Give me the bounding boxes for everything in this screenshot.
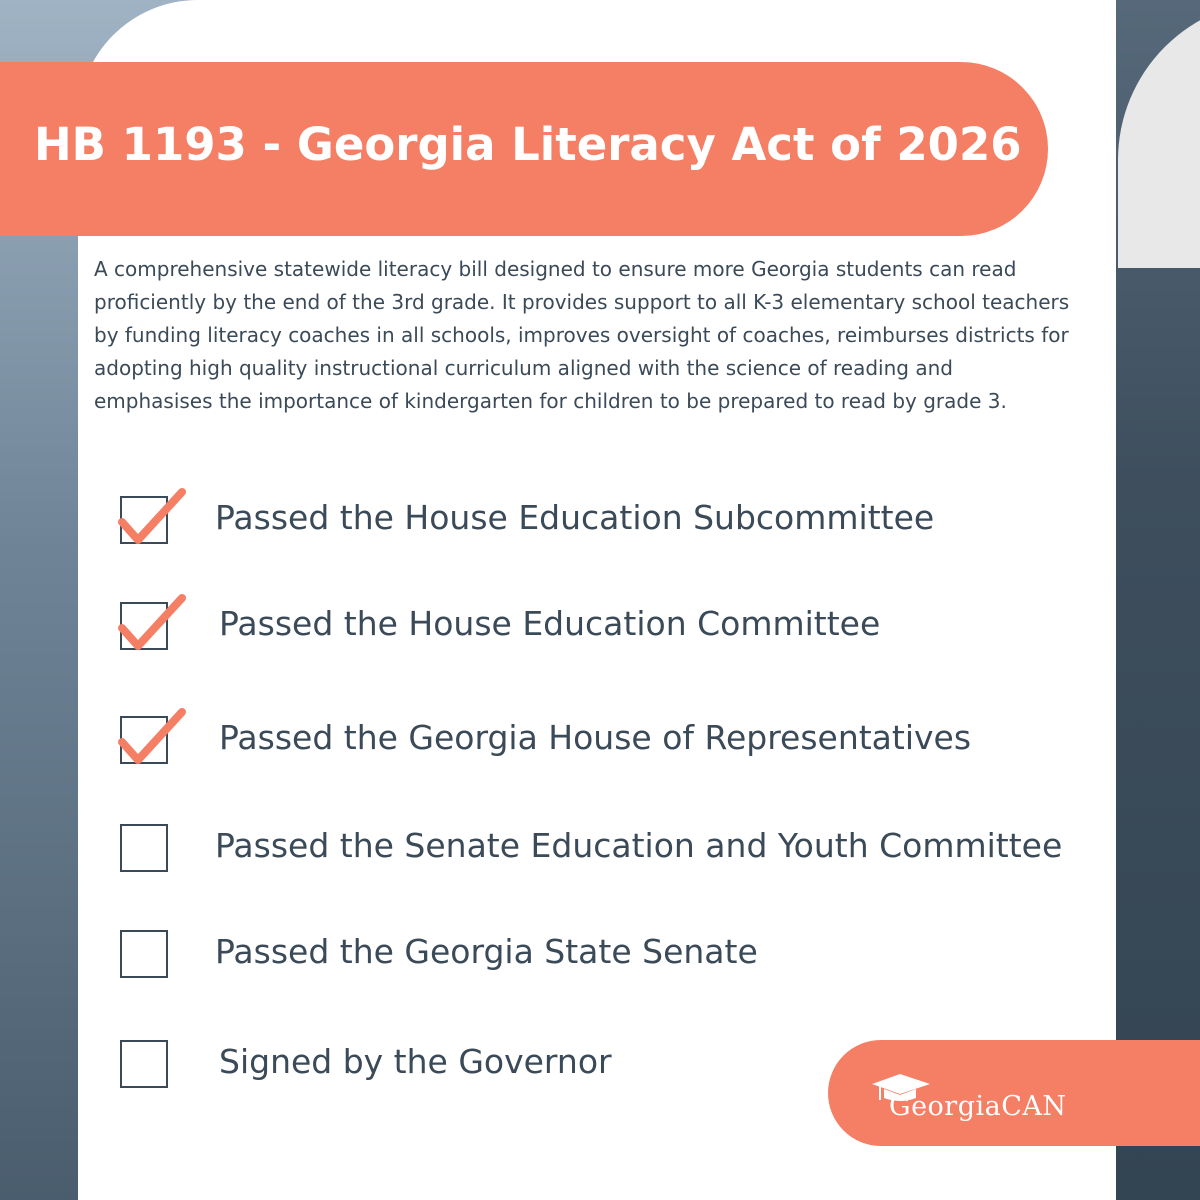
checklist-item-label: Passed the House Education Subcommittee: [215, 498, 935, 537]
checkbox: [120, 824, 168, 872]
checklist-item-label: Passed the House Education Committee: [219, 604, 881, 643]
checkmark-icon: [118, 710, 198, 774]
checklist-item-label: Signed by the Governor: [219, 1042, 612, 1081]
checklist-item-label: Passed the Georgia State Senate: [215, 932, 758, 971]
checkbox: [120, 930, 168, 978]
checklist-item-label: Passed the Senate Education and Youth Committee: [215, 826, 1063, 865]
checklist-item-label: Passed the Georgia House of Representatives: [219, 718, 972, 757]
page-title: HB 1193 - Georgia Literacy Act of 2026: [34, 118, 1022, 171]
checkmark-icon: [118, 596, 198, 660]
checkbox: [120, 1040, 168, 1088]
checkmark-icon: [118, 490, 198, 554]
organization-logo: GeorgiaCAN: [889, 1091, 1067, 1122]
bill-description: A comprehensive statewide literacy bill designed to ensure more Georgia students can read proficiently by the end of the 3rd grade. It provides support to all K-3 elementary school teachers by funding literacy coaches in all schools, improves oversight of coaches, reimburses districts for adopting high quality instructional curriculum aligned with the science of reading and emphasises the importance of kindergarten for children to be prepared to read by grade 3.: [94, 257, 1070, 413]
